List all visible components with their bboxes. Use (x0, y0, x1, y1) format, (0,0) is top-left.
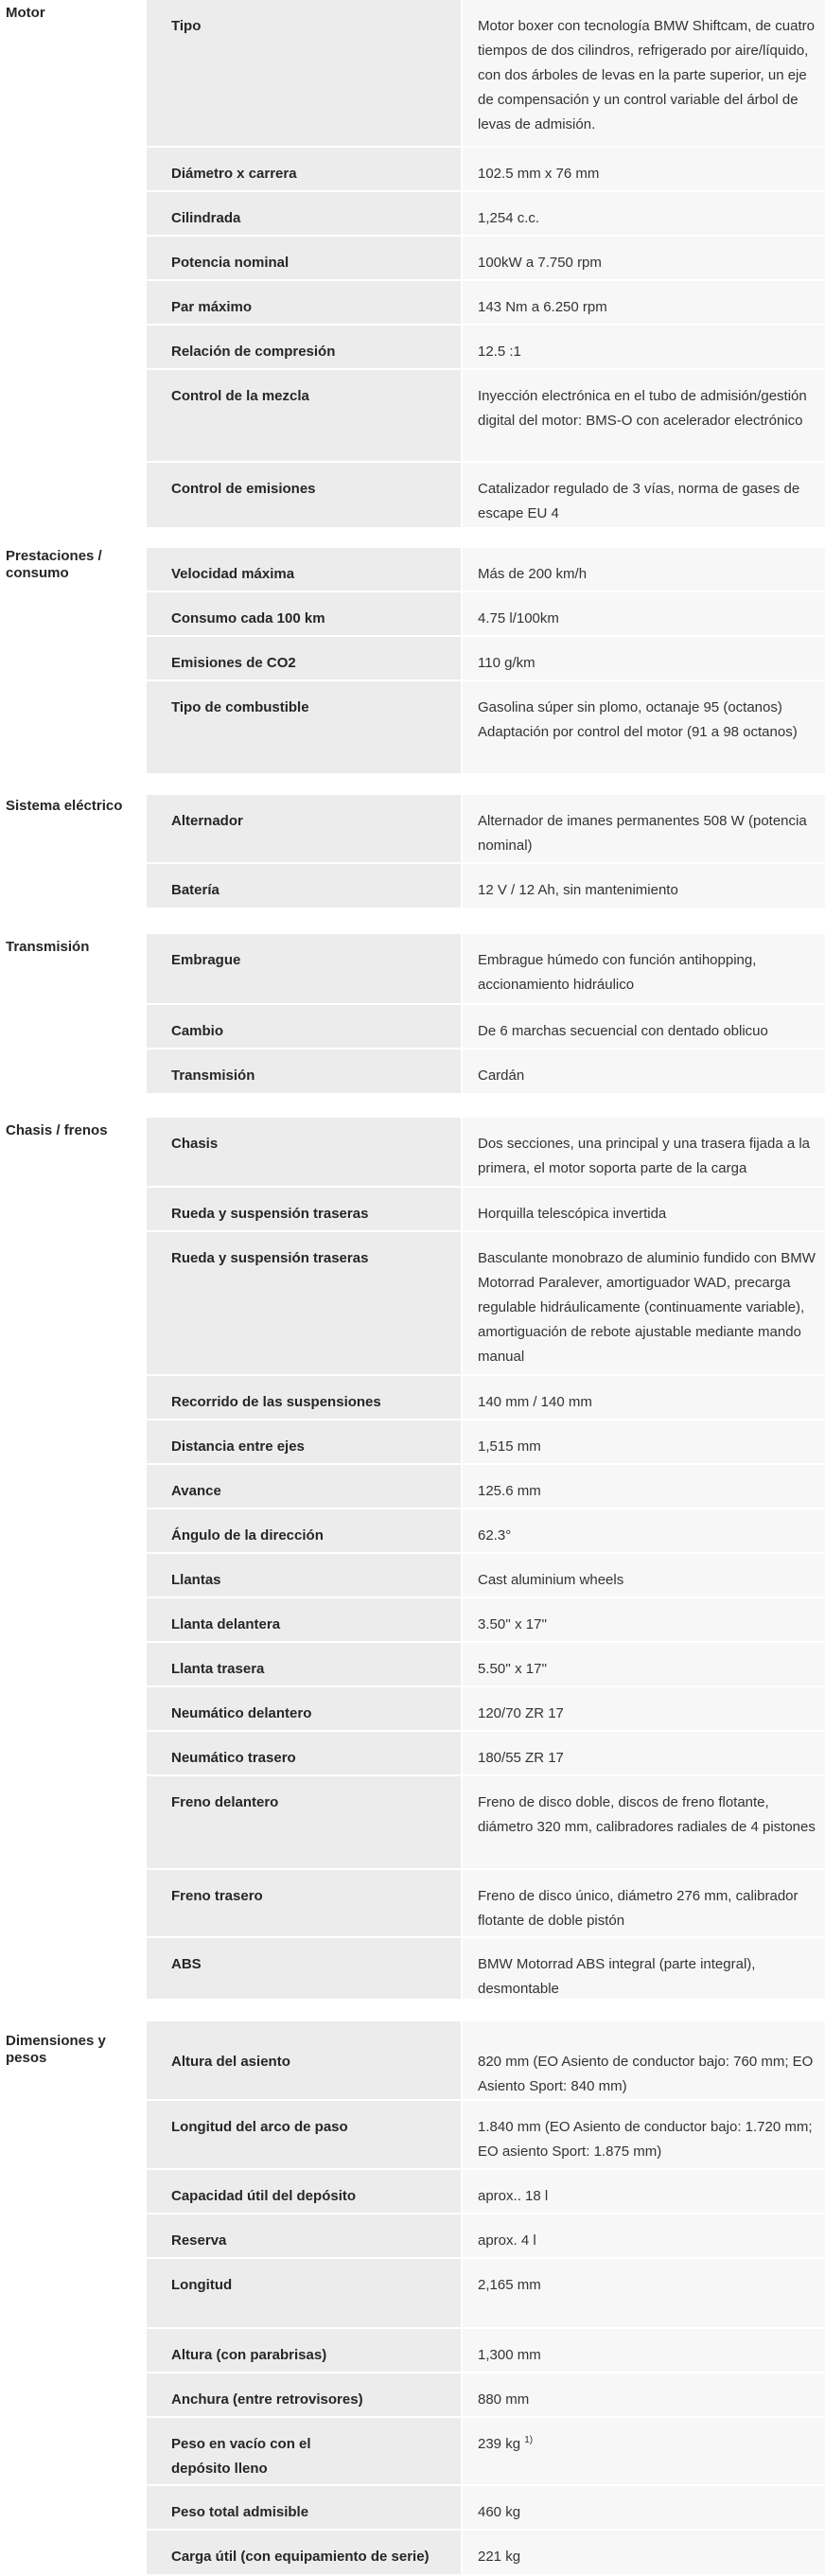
spec-label: Velocidad máxima (171, 566, 295, 582)
spec-row (147, 1118, 825, 1186)
spec-label: Llanta delantera (171, 1616, 281, 1632)
spec-value: 1,300 mm (478, 2347, 541, 2363)
spec-label: Transmisión (171, 1067, 255, 1084)
spec-value: BMW Motorrad ABS integral (parte integral), desmontable (478, 1956, 756, 1997)
spec-value: Horquilla telescópica invertida (478, 1206, 667, 1222)
spec-label: Anchura (entre retrovisores) (171, 2391, 363, 2408)
spec-value: aprox.. 18 l (478, 2188, 549, 2204)
spec-row (147, 2021, 825, 2099)
spec-label: Tipo de combustible (171, 699, 309, 715)
spec-row (147, 326, 825, 368)
spec-value: 102.5 mm x 76 mm (478, 166, 600, 182)
spec-value: Alternador de imanes permanentes 508 W (potencia nominal) (478, 813, 807, 854)
spec-label: Control de emisiones (171, 481, 316, 497)
spec-row (147, 237, 825, 279)
spec-row (147, 1938, 825, 1999)
spec-label: Neumático trasero (171, 1750, 296, 1766)
spec-label: Longitud del arco de paso (171, 2119, 348, 2135)
spec-value: 12 V / 12 Ah, sin mantenimiento (478, 882, 678, 898)
spec-label: Par máximo (171, 299, 253, 315)
spec-row (147, 1050, 825, 1093)
spec-label: Control de la mezcla (171, 388, 309, 404)
spec-value (478, 2432, 818, 2457)
spec-value: 143 Nm a 6.250 rpm (478, 299, 607, 315)
section-title: Sistema eléctrico (6, 798, 123, 814)
spec-value: 820 mm (EO Asiento de conductor bajo: 760 mm; EO Asiento Sport: 840 mm) (478, 2054, 814, 2094)
spec-label: Llantas (171, 1572, 221, 1588)
spec-row (147, 2373, 825, 2416)
spec-value: Motor boxer con tecnología BMW Shiftcam, de cuatro tiempos de dos cilindros, refrigerado por aire/líquido, con dos árboles de levas en la parte superior, un eje de compensación y un control variable del árbol de levas de admisión. (478, 18, 815, 132)
spec-value: 120/70 ZR 17 (478, 1705, 564, 1721)
spec-value: 880 mm (478, 2391, 530, 2408)
section-motor (0, 0, 825, 527)
spec-value: 1.840 mm (EO Asiento de conductor bajo: 1.720 mm; EO asiento Sport: 1.875 mm) (478, 2119, 813, 2160)
spec-value: 2,165 mm (478, 2277, 541, 2293)
spec-row (147, 637, 825, 679)
spec-label: Embrague (171, 952, 241, 968)
spec-value: Basculante monobrazo de aluminio fundido con BMW Motorrad Paralever, amortiguador WAD, precarga regulable hidráulicamente (continuamente variable), amortiguación de rebote ajustable mediante mando manual (478, 1250, 816, 1365)
spec-row (147, 1376, 825, 1419)
spec-label: Emisiones de CO2 (171, 655, 296, 671)
spec-row (147, 864, 825, 908)
spec-value: Freno de disco único, diámetro 276 mm, calibrador flotante de doble pistón (478, 1888, 799, 1929)
section-title: Transmisión (6, 939, 90, 955)
spec-value: 12.5 :1 (478, 344, 521, 360)
spec-value: 5.50'' x 17'' (478, 1661, 548, 1677)
spec-row (147, 192, 825, 235)
section-title: Chasis / frenos (6, 1122, 108, 1138)
spec-value: Inyección electrónica en el tubo de admisión/gestión digital del motor: BMS-O con acelerador electrónico (478, 388, 807, 429)
spec-row (147, 1005, 825, 1048)
spec-label: Tipo (171, 18, 202, 34)
spec-row (147, 1509, 825, 1552)
section-transmision (0, 934, 825, 1093)
spec-label: Consumo cada 100 km (171, 610, 325, 626)
spec-row (147, 1188, 825, 1230)
spec-value: 125.6 mm (478, 1483, 541, 1499)
spec-row (147, 1687, 825, 1730)
spec-value: Cardán (478, 1067, 525, 1084)
spec-label: Longitud (171, 2277, 233, 2293)
spec-row (147, 1870, 825, 1936)
spec-row (147, 1732, 825, 1774)
spec-row (147, 370, 825, 461)
spec-value: De 6 marchas secuencial con dentado oblicuo (478, 1023, 768, 1039)
spec-value: Gasolina súper sin plomo, octanaje 95 (octanos) Adaptación por control del motor (91 a 98 octanos) (478, 699, 798, 740)
section-chasis-frenos (0, 1118, 825, 1999)
spec-value: Catalizador regulado de 3 vías, norma de gases de escape EU 4 (478, 481, 800, 521)
spec-row (147, 1643, 825, 1685)
spec-label: Relación de compresión (171, 344, 336, 360)
spec-label: ABS (171, 1956, 202, 1972)
spec-row (147, 1420, 825, 1463)
spec-row (147, 2214, 825, 2257)
spec-value: Dos secciones, una principal y una trasera fijada a la primera, el motor soporta parte de la carga (478, 1136, 811, 1176)
spec-row (147, 0, 825, 146)
section-prestaciones (0, 548, 825, 773)
spec-label: Peso en vacío con el depósito lleno (171, 2436, 311, 2477)
spec-value: aprox. 4 l (478, 2232, 536, 2249)
spec-value: 3.50'' x 17'' (478, 1616, 548, 1632)
spec-value: 460 kg (478, 2504, 521, 2520)
spec-label: Freno delantero (171, 1794, 279, 1810)
spec-row (147, 1776, 825, 1868)
spec-row (147, 2531, 825, 2574)
spec-row (147, 463, 825, 527)
spec-label: Peso total admisible (171, 2504, 309, 2520)
spec-row (147, 1232, 825, 1374)
spec-row (147, 1465, 825, 1508)
spec-value: Freno de disco doble, discos de freno flotante, diámetro 320 mm, calibradores radiales de 4 pistones (478, 1794, 816, 1835)
section-dimensiones-pesos (0, 2021, 825, 2567)
spec-value: 1,254 c.c. (478, 210, 540, 226)
spec-value: 140 mm / 140 mm (478, 1394, 592, 1410)
spec-label: Batería (171, 882, 219, 898)
spec-label: Avance (171, 1483, 221, 1499)
section-title: Dimensiones y pesos (6, 2033, 106, 2066)
spec-row (147, 2259, 825, 2327)
spec-row (147, 795, 825, 862)
spec-row (147, 592, 825, 635)
spec-row (147, 2329, 825, 2372)
spec-row (147, 2101, 825, 2168)
spec-label: Chasis (171, 1136, 219, 1152)
spec-label: Altura (con parabrisas) (171, 2347, 327, 2363)
spec-value: 100kW a 7.750 rpm (478, 255, 602, 271)
spec-label: Distancia entre ejes (171, 1438, 305, 1455)
spec-label: Cilindrada (171, 210, 241, 226)
spec-value: 1,515 mm (478, 1438, 541, 1455)
spec-label: Cambio (171, 1023, 224, 1039)
spec-label: Rueda y suspensión traseras (171, 1250, 369, 1266)
spec-value: Embrague húmedo con función antihopping, accionamiento hidráulico (478, 952, 757, 993)
spec-label: Potencia nominal (171, 255, 290, 271)
spec-label: Carga útil (con equipamiento de serie) (171, 2549, 430, 2565)
spec-label: Altura del asiento (171, 2054, 290, 2070)
spec-label: Recorrido de las suspensiones (171, 1394, 381, 1410)
spec-value: Más de 200 km/h (478, 566, 588, 582)
spec-value-text: 239 kg (478, 2436, 521, 2452)
section-title: Motor (6, 5, 45, 21)
spec-value: 110 g/km (478, 655, 535, 671)
spec-row (147, 2418, 825, 2484)
spec-row (147, 548, 825, 591)
section-title: Prestaciones / consumo (6, 548, 102, 581)
spec-row (147, 2486, 825, 2529)
spec-label: Alternador (171, 813, 243, 829)
spec-label: Diámetro x carrera (171, 166, 297, 182)
spec-row (147, 2170, 825, 2213)
spec-row (147, 681, 825, 773)
spec-row (147, 148, 825, 190)
spec-label: Capacidad útil del depósito (171, 2188, 357, 2204)
spec-value: 4.75 l/100km (478, 610, 559, 626)
spec-row (147, 281, 825, 324)
spec-label: Ángulo de la dirección (171, 1527, 324, 1544)
spec-row (147, 934, 825, 1003)
spec-label: Rueda y suspensión traseras (171, 1206, 369, 1222)
footnote-marker: 1) (524, 2435, 534, 2445)
spec-label: Reserva (171, 2232, 227, 2249)
spec-label: Llanta trasera (171, 1661, 265, 1677)
spec-row (147, 1554, 825, 1597)
spec-label: Neumático delantero (171, 1705, 312, 1721)
spec-value: 62.3° (478, 1527, 512, 1544)
spec-value: Cast aluminium wheels (478, 1572, 624, 1588)
section-sistema-electrico (0, 795, 825, 909)
spec-value: 221 kg (478, 2549, 521, 2565)
spec-label: Freno trasero (171, 1888, 263, 1904)
spec-value: 180/55 ZR 17 (478, 1750, 564, 1766)
spec-row (147, 1598, 825, 1641)
